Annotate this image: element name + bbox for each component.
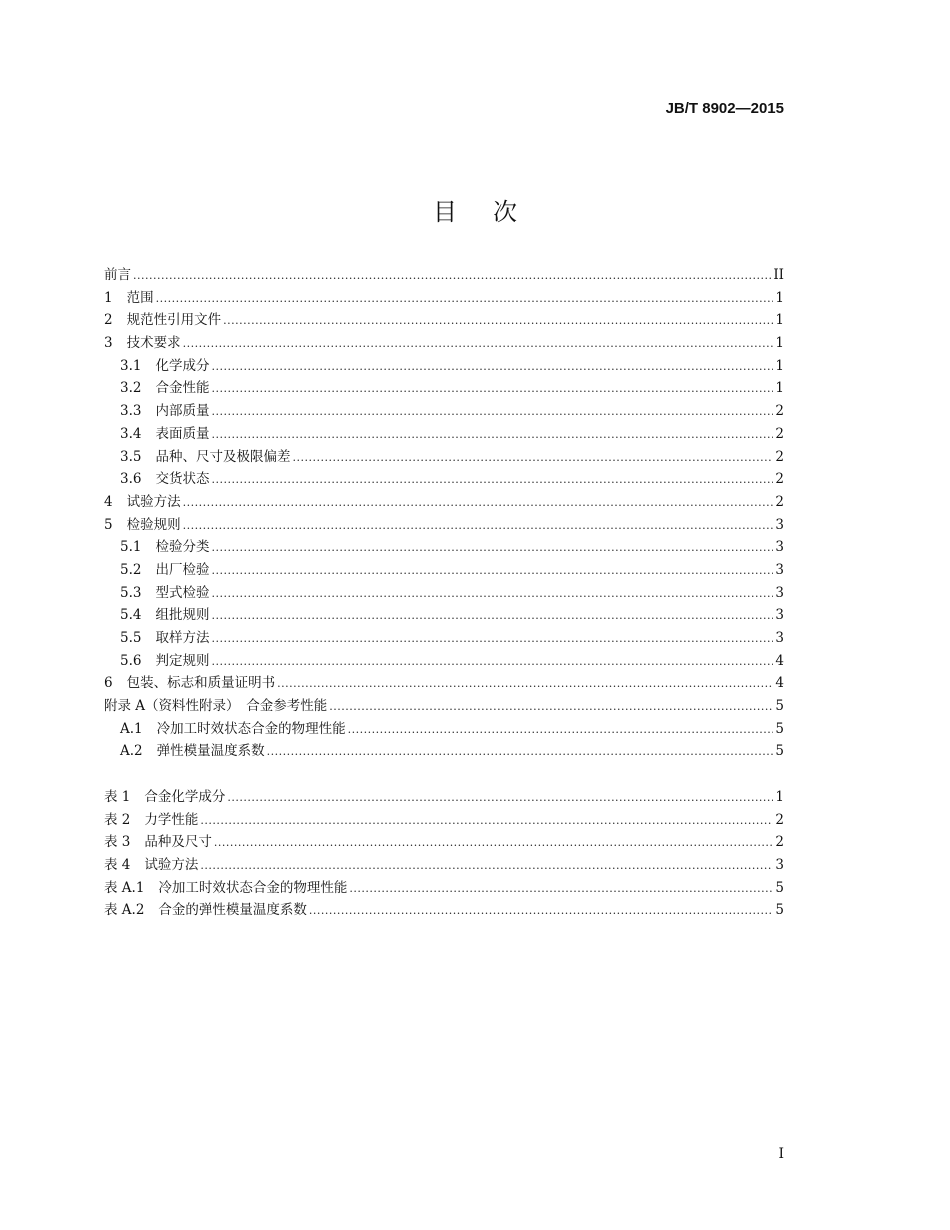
dot-leader (309, 900, 773, 923)
dot-leader (211, 560, 773, 583)
entry-number: 3.6 (120, 471, 142, 488)
toc-entry[interactable] (104, 309, 784, 332)
entry-number: 3.1 (120, 357, 142, 374)
toc-entry[interactable] (104, 718, 784, 741)
dot-leader (211, 378, 773, 401)
entry-page: 4 (775, 675, 784, 692)
entry-page: 5 (775, 698, 784, 715)
entry-number: 1 (104, 289, 113, 306)
dot-leader (329, 696, 773, 719)
entry-title: 取样方法 (155, 630, 210, 646)
toc-entry[interactable] (104, 446, 784, 469)
entry-number: 2 (104, 312, 113, 329)
entry-page: 5 (775, 879, 784, 896)
table-entry[interactable] (104, 899, 784, 922)
dot-leader (156, 288, 774, 311)
table-entry[interactable] (104, 854, 784, 877)
dot-leader (211, 605, 773, 628)
entry-page: 1 (775, 789, 784, 805)
entry-number: 5.2 (120, 561, 142, 578)
dot-leader (292, 447, 773, 470)
entry-title: 冷加工时效状态合金的物理性能 (158, 879, 348, 896)
entry-page: 1 (775, 335, 784, 352)
entry-title: 技术要求 (126, 335, 181, 352)
table-entry[interactable] (104, 877, 784, 900)
toc-entry[interactable] (104, 400, 784, 423)
entry-title: 规范性引用文件 (126, 312, 222, 329)
toc-entry[interactable] (104, 491, 784, 514)
entry-page: 1 (775, 289, 784, 306)
entry-page: 3 (775, 516, 784, 533)
entry-page: 2 (775, 471, 784, 488)
entry-number: 表 4 (104, 857, 131, 874)
toc-entry[interactable] (104, 423, 784, 446)
dot-leader (214, 832, 774, 855)
entry-number: 5 (104, 516, 113, 533)
entry-number: 5.4 (120, 607, 142, 624)
toc-entry[interactable] (104, 582, 784, 605)
entry-page: 5 (775, 743, 784, 760)
entry-page: 3 (775, 584, 784, 601)
entry-page: 3 (775, 539, 784, 556)
entry-number: A.1 (120, 720, 143, 737)
entry-title: 力学性能 (144, 811, 199, 828)
toc-entry[interactable] (104, 695, 784, 718)
entry-page: 3 (775, 630, 784, 646)
entry-number: 3.3 (120, 403, 142, 420)
toc-entry[interactable] (104, 627, 784, 650)
toc-entry[interactable] (104, 740, 784, 763)
dot-leader (277, 673, 773, 696)
entry-page: 2 (775, 425, 784, 442)
entry-page: 2 (775, 448, 784, 465)
entry-page: 4 (775, 652, 784, 669)
entry-number: 3.5 (120, 448, 142, 465)
dot-leader (211, 424, 773, 447)
entry-number: 6 (104, 675, 113, 692)
entry-number: 5.6 (120, 652, 142, 669)
entry-title: 检验分类 (155, 539, 210, 556)
entry-page: 5 (775, 720, 784, 737)
entry-number: 表 A.1 (104, 879, 145, 896)
dot-leader (211, 401, 773, 424)
table-entry[interactable] (104, 809, 784, 832)
dot-leader (183, 492, 774, 515)
entry-page: 3 (775, 561, 784, 578)
entry-page: 1 (775, 380, 784, 397)
entry-number: 3.2 (120, 380, 142, 397)
standard-number: JB/T 8902—2015 (665, 100, 784, 117)
entry-page: 5 (775, 902, 784, 919)
entry-title: 出厂检验 (155, 561, 210, 578)
dot-leader (267, 741, 774, 764)
toc-entry[interactable] (104, 650, 784, 673)
table-entry[interactable] (104, 831, 784, 854)
entry-number: 附录 A (104, 698, 146, 715)
dot-leader (211, 583, 773, 606)
entry-page: 2 (775, 811, 784, 828)
entry-title: 包装、标志和质量证明书 (126, 675, 276, 692)
entry-page: 3 (775, 857, 784, 874)
dot-leader (227, 787, 773, 810)
entry-title: 前言 (104, 267, 131, 283)
page-title: 目次 (433, 198, 553, 226)
dot-leader (349, 878, 773, 901)
list-of-tables (104, 786, 784, 922)
entry-number: A.2 (120, 743, 143, 760)
dot-leader (211, 651, 773, 674)
entry-number: 5.3 (120, 584, 142, 601)
dot-leader (211, 356, 773, 379)
dot-leader (223, 310, 773, 333)
entry-title: 交货状态 (155, 471, 210, 488)
dot-leader (211, 628, 773, 651)
table-of-contents (104, 264, 784, 763)
dot-leader (183, 515, 774, 538)
entry-title: 型式检验 (155, 584, 210, 601)
dot-leader (211, 537, 773, 560)
entry-number: 3.4 (120, 425, 142, 442)
entry-title: 化学成分 (155, 357, 210, 374)
table-entry[interactable] (104, 786, 784, 809)
dot-leader (200, 855, 773, 878)
entry-title: 检验规则 (126, 516, 181, 533)
entry-title: 品种及尺寸 (144, 834, 212, 851)
entry-title: 合金化学成分 (144, 789, 226, 805)
entry-page: II (773, 267, 784, 283)
entry-number: 表 3 (104, 834, 131, 851)
entry-number: 表 1 (104, 789, 131, 805)
entry-number: 表 2 (104, 811, 131, 828)
entry-title: 冷加工时效状态合金的物理性能 (156, 720, 346, 737)
entry-number: 表 A.2 (104, 902, 145, 919)
entry-title: 合金性能 (155, 380, 210, 397)
entry-number: 5.1 (120, 539, 142, 556)
entry-page: 1 (775, 357, 784, 374)
toc-entry[interactable] (104, 536, 784, 559)
entry-number: 3 (104, 335, 113, 352)
entry-title: 组批规则 (155, 607, 210, 624)
entry-title: 品种、尺寸及极限偏差 (155, 448, 291, 465)
entry-page: 2 (775, 834, 784, 851)
entry-title: 判定规则 (155, 652, 210, 669)
entry-page: 2 (775, 403, 784, 420)
entry-title: 合金的弹性模量温度系数 (158, 902, 307, 919)
dot-leader (183, 333, 774, 356)
entry-number: 5.5 (120, 630, 142, 646)
toc-entry[interactable] (104, 672, 784, 695)
toc-entry[interactable] (104, 332, 784, 355)
toc-entry[interactable] (104, 559, 784, 582)
entry-title: 试验方法 (144, 857, 199, 874)
entry-title: 表面质量 (155, 425, 210, 442)
dot-leader (211, 469, 773, 492)
entry-title: 范围 (126, 289, 154, 306)
toc-entry[interactable] (104, 468, 784, 491)
entry-title: 内部质量 (155, 403, 210, 420)
entry-number: 4 (104, 493, 113, 510)
toc-entry[interactable] (104, 604, 784, 627)
toc-entry[interactable] (104, 264, 784, 287)
toc-entry[interactable] (104, 287, 784, 310)
entry-page: 2 (775, 493, 784, 510)
entry-title: 弹性模量温度系数 (156, 743, 265, 760)
entry-page: 3 (775, 607, 784, 624)
toc-entry[interactable] (104, 514, 784, 537)
toc-entry[interactable] (104, 355, 784, 378)
entry-page: 1 (775, 312, 784, 329)
dot-leader (133, 265, 771, 288)
entry-title: （资料性附录） 合金参考性能 (145, 698, 328, 715)
dot-leader (200, 810, 773, 833)
entry-title: 试验方法 (126, 493, 181, 510)
page-number: I (778, 1146, 784, 1162)
toc-entry[interactable] (104, 377, 784, 400)
dot-leader (348, 719, 774, 742)
